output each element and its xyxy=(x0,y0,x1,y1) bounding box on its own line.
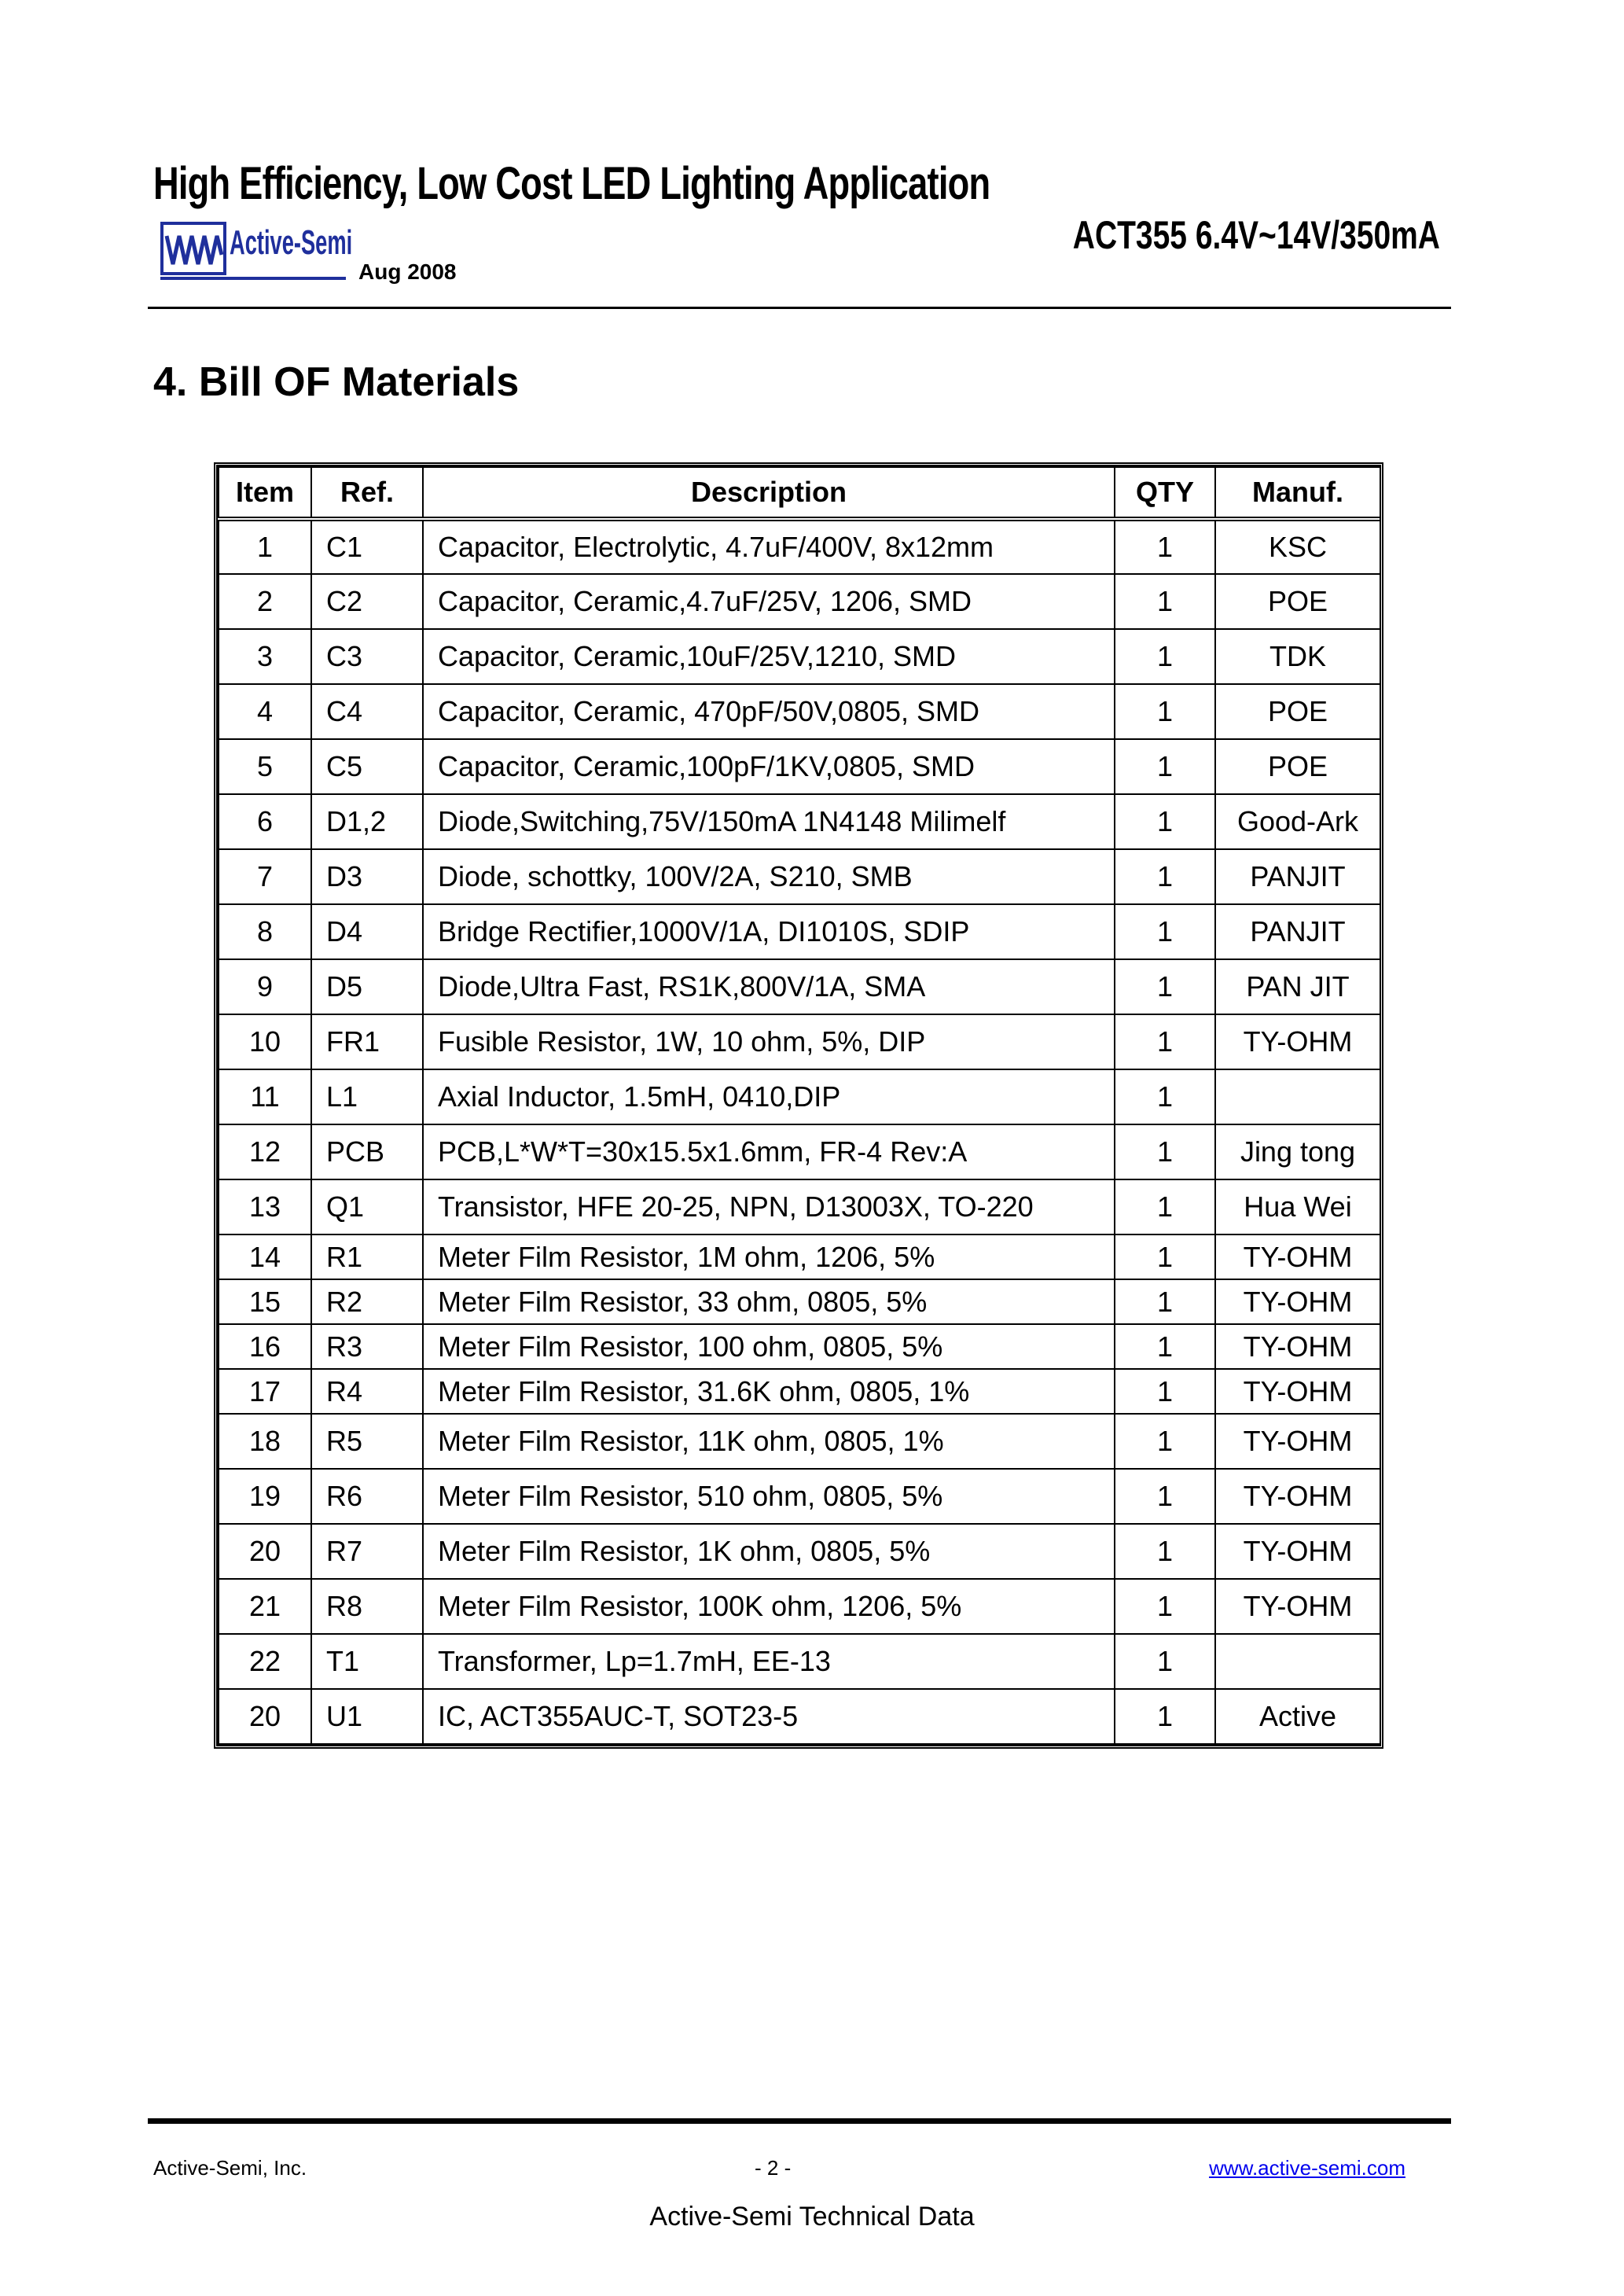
cell-qty: 1 xyxy=(1115,1179,1215,1234)
cell-qty: 1 xyxy=(1115,1524,1215,1579)
column-header-item: Item xyxy=(219,467,311,519)
cell-qty: 1 xyxy=(1115,1689,1215,1744)
cell-qty: 1 xyxy=(1115,794,1215,849)
cell-item: 9 xyxy=(219,959,311,1014)
cell-item: 14 xyxy=(219,1234,311,1279)
cell-manuf xyxy=(1215,1069,1380,1124)
cell-ref: R8 xyxy=(311,1579,423,1634)
cell-qty: 1 xyxy=(1115,1414,1215,1469)
cell-ref: D3 xyxy=(311,849,423,904)
cell-qty: 1 xyxy=(1115,1234,1215,1279)
cell-manuf: TY-OHM xyxy=(1215,1014,1380,1069)
cell-item: 16 xyxy=(219,1324,311,1369)
cell-item: 22 xyxy=(219,1634,311,1689)
cell-ref: FR1 xyxy=(311,1014,423,1069)
cell-description: Capacitor, Electrolytic, 4.7uF/400V, 8x12mm xyxy=(423,519,1115,574)
product-name: ACT355 6.4V~14V/350mA xyxy=(1072,213,1440,257)
cell-manuf: Active xyxy=(1215,1689,1380,1744)
cell-manuf: TDK xyxy=(1215,629,1380,684)
cell-manuf: POE xyxy=(1215,574,1380,629)
page-number: - 2 - xyxy=(755,2156,792,2180)
cell-qty: 1 xyxy=(1115,739,1215,794)
cell-qty: 1 xyxy=(1115,519,1215,574)
cell-description: Axial Inductor, 1.5mH, 0410,DIP xyxy=(423,1069,1115,1124)
cell-item: 13 xyxy=(219,1179,311,1234)
column-header-description: Description xyxy=(423,467,1115,519)
cell-ref: R1 xyxy=(311,1234,423,1279)
cell-item: 3 xyxy=(219,629,311,684)
cell-qty: 1 xyxy=(1115,849,1215,904)
cell-description: Transformer, Lp=1.7mH, EE-13 xyxy=(423,1634,1115,1689)
cell-description: Capacitor, Ceramic, 470pF/50V,0805, SMD xyxy=(423,684,1115,739)
cell-qty: 1 xyxy=(1115,1324,1215,1369)
table-row xyxy=(219,849,1380,904)
cell-description: IC, ACT355AUC-T, SOT23-5 xyxy=(423,1689,1115,1744)
cell-item: 15 xyxy=(219,1279,311,1324)
cell-manuf: KSC xyxy=(1215,519,1380,574)
cell-manuf: Jing tong xyxy=(1215,1124,1380,1179)
table-row xyxy=(219,1324,1380,1369)
cell-qty: 1 xyxy=(1115,1279,1215,1324)
table-row xyxy=(219,1524,1380,1579)
cell-manuf: Good-Ark xyxy=(1215,794,1380,849)
table-row xyxy=(219,1689,1380,1744)
section-title: 4. Bill OF Materials xyxy=(153,359,520,405)
cell-description: Meter Film Resistor, 33 ohm, 0805, 5% xyxy=(423,1279,1115,1324)
cell-ref: D4 xyxy=(311,904,423,959)
cell-ref: T1 xyxy=(311,1634,423,1689)
column-header-qty: QTY xyxy=(1115,467,1215,519)
cell-qty: 1 xyxy=(1115,1014,1215,1069)
table-row xyxy=(219,959,1380,1014)
cell-manuf: TY-OHM xyxy=(1215,1469,1380,1524)
logo-underline xyxy=(160,277,346,280)
logo-wave-icon xyxy=(160,220,226,277)
cell-item: 19 xyxy=(219,1469,311,1524)
cell-item: 2 xyxy=(219,574,311,629)
cell-ref: Q1 xyxy=(311,1179,423,1234)
cell-description: Meter Film Resistor, 1K ohm, 0805, 5% xyxy=(423,1524,1115,1579)
cell-qty: 1 xyxy=(1115,1579,1215,1634)
cell-qty: 1 xyxy=(1115,629,1215,684)
table-row xyxy=(219,1234,1380,1279)
cell-description: Diode,Switching,75V/150mA 1N4148 Milimelf xyxy=(423,794,1115,849)
column-header-ref: Ref. xyxy=(311,467,423,519)
table-row xyxy=(219,629,1380,684)
header-divider xyxy=(148,307,1451,309)
cell-description: Meter Film Resistor, 510 ohm, 0805, 5% xyxy=(423,1469,1115,1524)
cell-ref: U1 xyxy=(311,1689,423,1744)
cell-ref: C3 xyxy=(311,629,423,684)
table-row xyxy=(219,739,1380,794)
cell-qty: 1 xyxy=(1115,904,1215,959)
cell-description: Meter Film Resistor, 100 ohm, 0805, 5% xyxy=(423,1324,1115,1369)
cell-manuf: TY-OHM xyxy=(1215,1324,1380,1369)
cell-ref: C2 xyxy=(311,574,423,629)
cell-manuf: Hua Wei xyxy=(1215,1179,1380,1234)
document-title: High Efficiency, Low Cost LED Lighting Application xyxy=(153,158,990,209)
cell-qty: 1 xyxy=(1115,1469,1215,1524)
cell-description: PCB,L*W*T=30x15.5x1.6mm, FR-4 Rev:A xyxy=(423,1124,1115,1179)
logo-text: Active-Semi xyxy=(230,223,353,262)
cell-ref: C4 xyxy=(311,684,423,739)
cell-item: 5 xyxy=(219,739,311,794)
cell-item: 6 xyxy=(219,794,311,849)
cell-manuf: TY-OHM xyxy=(1215,1414,1380,1469)
table-row xyxy=(219,1469,1380,1524)
cell-manuf: POE xyxy=(1215,739,1380,794)
company-logo xyxy=(160,220,353,283)
cell-qty: 1 xyxy=(1115,1124,1215,1179)
cell-qty: 1 xyxy=(1115,1634,1215,1689)
footer-caption: Active-Semi Technical Data xyxy=(649,2202,975,2232)
cell-ref: D5 xyxy=(311,959,423,1014)
cell-manuf: TY-OHM xyxy=(1215,1579,1380,1634)
cell-manuf: PANJIT xyxy=(1215,849,1380,904)
table-row xyxy=(219,1069,1380,1124)
cell-qty: 1 xyxy=(1115,1069,1215,1124)
cell-item: 7 xyxy=(219,849,311,904)
table-row xyxy=(219,1414,1380,1469)
cell-description: Fusible Resistor, 1W, 10 ohm, 5%, DIP xyxy=(423,1014,1115,1069)
cell-ref: L1 xyxy=(311,1069,423,1124)
cell-qty: 1 xyxy=(1115,959,1215,1014)
cell-item: 12 xyxy=(219,1124,311,1179)
website-link[interactable]: www.active-semi.com xyxy=(1209,2156,1405,2180)
cell-manuf: POE xyxy=(1215,684,1380,739)
table-row xyxy=(219,1634,1380,1689)
table-row xyxy=(219,519,1380,574)
cell-manuf: TY-OHM xyxy=(1215,1369,1380,1414)
cell-description: Diode, schottky, 100V/2A, S210, SMB xyxy=(423,849,1115,904)
cell-ref: R6 xyxy=(311,1469,423,1524)
cell-item: 10 xyxy=(219,1014,311,1069)
cell-description: Meter Film Resistor, 11K ohm, 0805, 1% xyxy=(423,1414,1115,1469)
cell-qty: 1 xyxy=(1115,684,1215,739)
cell-description: Capacitor, Ceramic,100pF/1KV,0805, SMD xyxy=(423,739,1115,794)
cell-description: Bridge Rectifier,1000V/1A, DI1010S, SDIP xyxy=(423,904,1115,959)
footer-divider xyxy=(148,2118,1451,2124)
cell-item: 17 xyxy=(219,1369,311,1414)
table-row xyxy=(219,904,1380,959)
cell-manuf: PAN JIT xyxy=(1215,959,1380,1014)
table-row xyxy=(219,1124,1380,1179)
cell-ref: D1,2 xyxy=(311,794,423,849)
cell-item: 21 xyxy=(219,1579,311,1634)
cell-item: 20 xyxy=(219,1689,311,1744)
cell-item: 20 xyxy=(219,1524,311,1579)
table-row xyxy=(219,1579,1380,1634)
table-row xyxy=(219,684,1380,739)
cell-item: 8 xyxy=(219,904,311,959)
document-date: Aug 2008 xyxy=(358,259,457,284)
cell-description: Diode,Ultra Fast, RS1K,800V/1A, SMA xyxy=(423,959,1115,1014)
cell-description: Meter Film Resistor, 31.6K ohm, 0805, 1% xyxy=(423,1369,1115,1414)
cell-description: Meter Film Resistor, 1M ohm, 1206, 5% xyxy=(423,1234,1115,1279)
cell-qty: 1 xyxy=(1115,1369,1215,1414)
cell-qty: 1 xyxy=(1115,574,1215,629)
cell-ref: R7 xyxy=(311,1524,423,1579)
table-header-row xyxy=(219,467,1380,519)
cell-manuf: TY-OHM xyxy=(1215,1234,1380,1279)
cell-manuf: TY-OHM xyxy=(1215,1279,1380,1324)
table-row xyxy=(219,574,1380,629)
cell-ref: R5 xyxy=(311,1414,423,1469)
table-row xyxy=(219,1279,1380,1324)
cell-ref: C1 xyxy=(311,519,423,574)
cell-ref: C5 xyxy=(311,739,423,794)
cell-manuf: PANJIT xyxy=(1215,904,1380,959)
cell-description: Meter Film Resistor, 100K ohm, 1206, 5% xyxy=(423,1579,1115,1634)
footer-company: Active-Semi, Inc. xyxy=(153,2156,307,2180)
cell-manuf: TY-OHM xyxy=(1215,1524,1380,1579)
column-header-manuf: Manuf. xyxy=(1215,467,1380,519)
cell-description: Capacitor, Ceramic,4.7uF/25V, 1206, SMD xyxy=(423,574,1115,629)
table-row xyxy=(219,794,1380,849)
table-row xyxy=(219,1179,1380,1234)
cell-ref: R2 xyxy=(311,1279,423,1324)
cell-description: Transistor, HFE 20-25, NPN, D13003X, TO-220 xyxy=(423,1179,1115,1234)
table-row xyxy=(219,1369,1380,1414)
cell-item: 11 xyxy=(219,1069,311,1124)
cell-ref: PCB xyxy=(311,1124,423,1179)
cell-description: Capacitor, Ceramic,10uF/25V,1210, SMD xyxy=(423,629,1115,684)
cell-item: 1 xyxy=(219,519,311,574)
cell-ref: R4 xyxy=(311,1369,423,1414)
cell-manuf xyxy=(1215,1634,1380,1689)
table-row xyxy=(219,1014,1380,1069)
cell-item: 18 xyxy=(219,1414,311,1469)
bom-table xyxy=(214,462,1383,1749)
cell-item: 4 xyxy=(219,684,311,739)
cell-ref: R3 xyxy=(311,1324,423,1369)
